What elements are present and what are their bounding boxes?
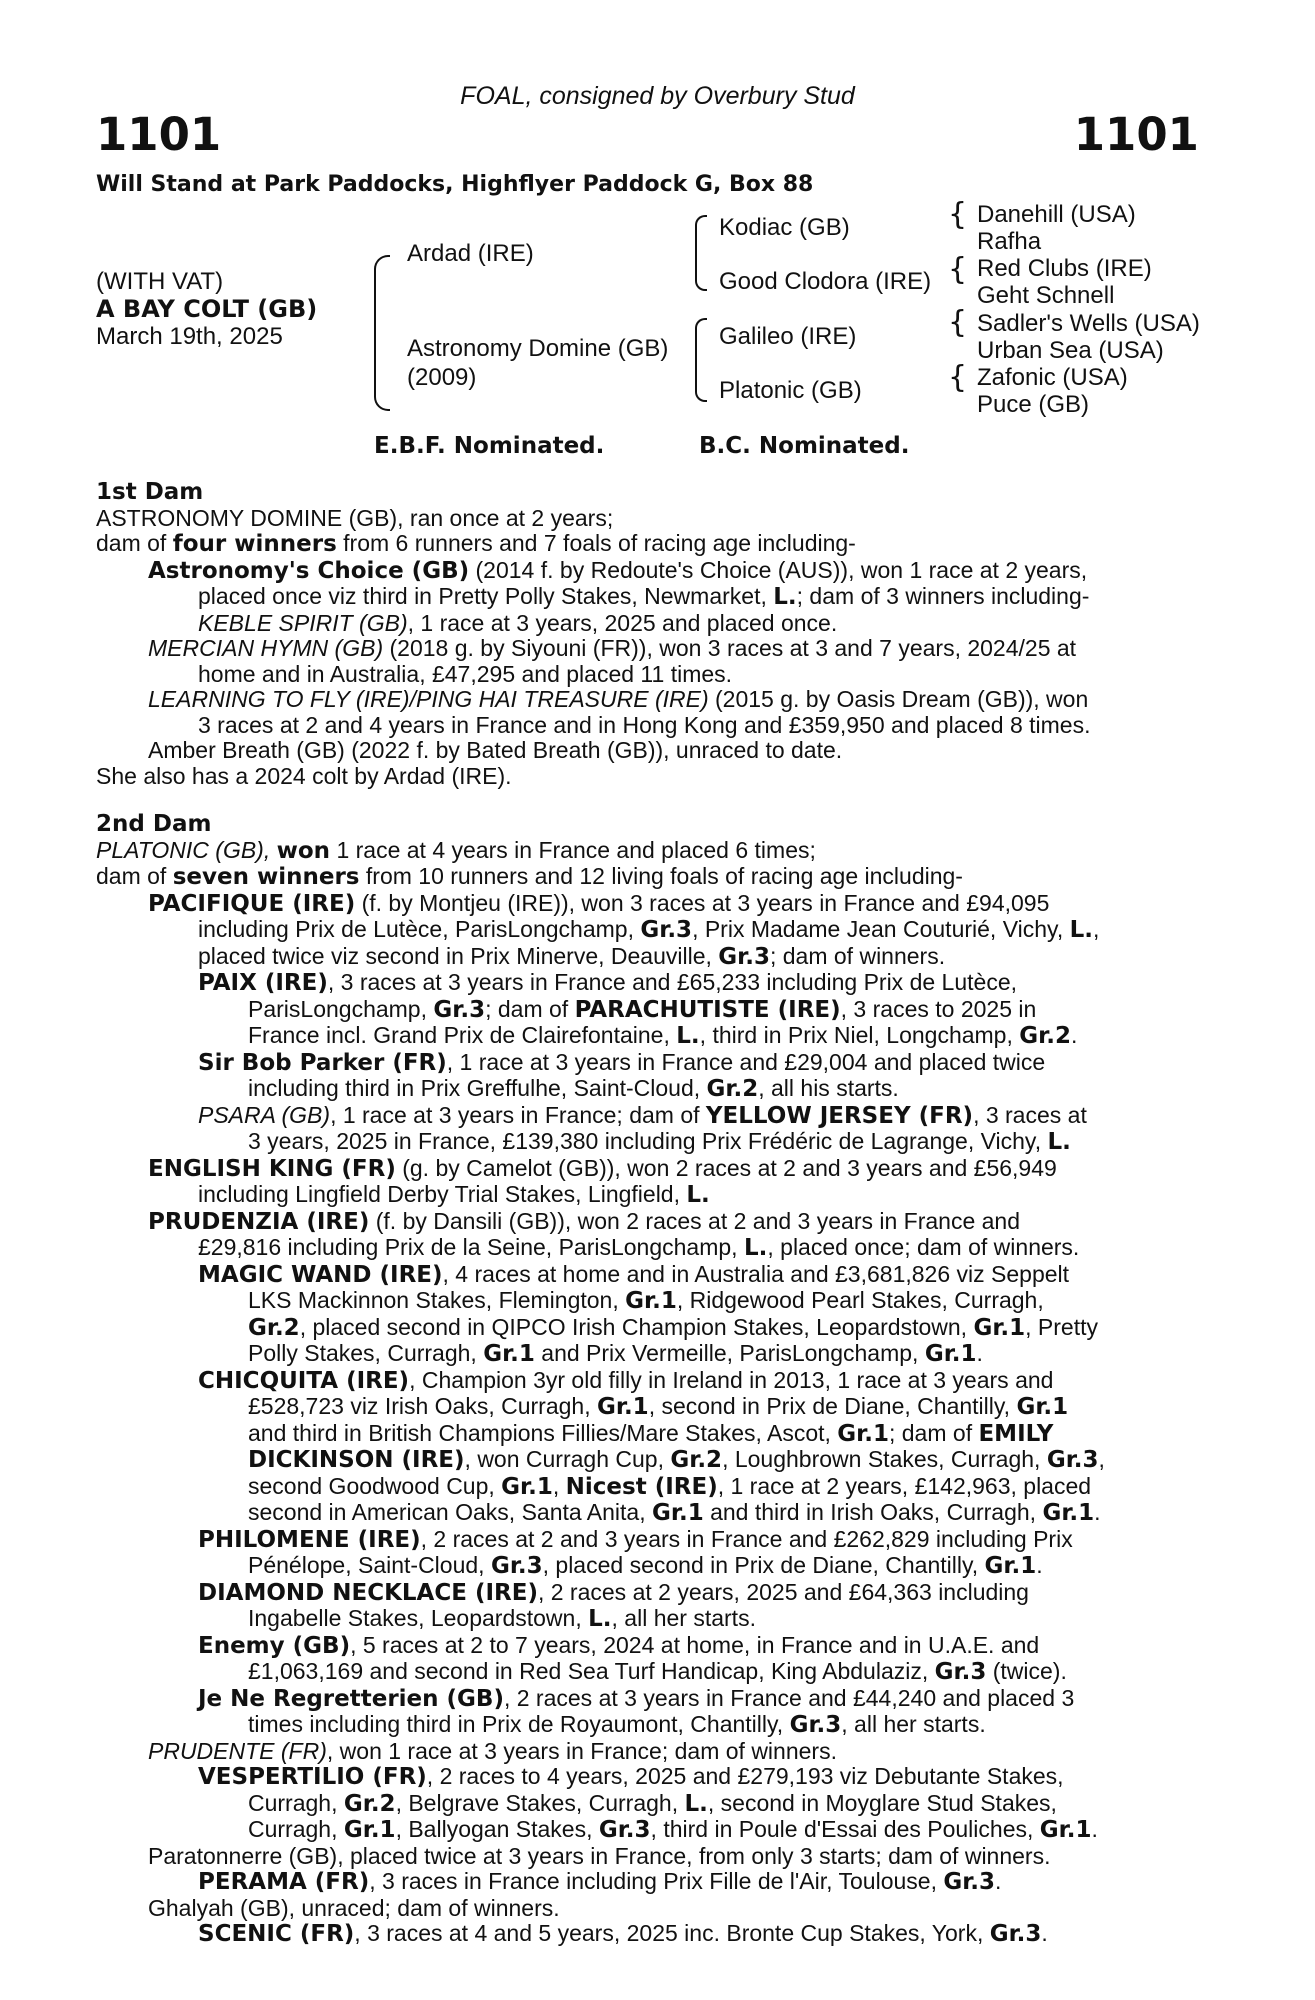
first-dam-line: Amber Breath (GB) (2022 f. by Bated Breath (GB)), unraced to date. <box>148 737 843 763</box>
second-dam-line: Paratonnerre (GB), placed twice at 3 years in France, from only 3 starts; dam of winners. <box>148 1842 1051 1869</box>
first-dam-line: ASTRONOMY DOMINE (GB), ran once at 2 years; <box>96 504 614 531</box>
second-dam-line: Pénélope, Saint-Cloud, Gr.3, placed second in Prix de Diane, Chantilly, Gr.1. <box>248 1552 1043 1579</box>
vat-label: (WITH VAT) <box>96 268 224 295</box>
second-dam-line: £29,816 including Prix de la Seine, ParisLongchamp, L., placed once; dam of winners. <box>198 1234 1080 1261</box>
second-dam-line: ParisLongchamp, Gr.3; dam of PARACHUTISTE (IRE), 3 races to 2025 in <box>248 995 1037 1023</box>
second-dam-line: PERAMA (FR), 3 races in France including Prix Fille de l'Air, Toulouse, Gr.3. <box>198 1868 1002 1895</box>
second-dam-line: Enemy (GB), 5 races at 2 to 7 years, 2024 at home, in France and in U.A.E. and <box>198 1631 1040 1659</box>
second-dam-line: times including third in Prix de Royaumont, Chantilly, Gr.3, all her starts. <box>248 1711 986 1738</box>
second-dam-line: including Prix de Lutèce, ParisLongchamp, Gr.3, Prix Madame Jean Couturié, Vichy, L., <box>198 916 1100 943</box>
second-dam-line: DIAMOND NECKLACE (IRE), 2 races at 2 years, 2025 and £64,363 including <box>198 1578 1029 1606</box>
second-dam-line: including Lingfield Derby Trial Stakes, Lingfield, L. <box>198 1181 710 1208</box>
ancestor-g1: Danehill (USA) <box>977 201 1136 228</box>
first-dam-line: MERCIAN HYMN (GB) (2018 g. by Siyouni (FR)), won 3 races at 3 and 7 years, 2024/25 at <box>148 635 1077 661</box>
pedigree-brace-main <box>374 255 390 411</box>
second-dam-line: £1,063,169 and second in Red Sea Turf Handicap, King Abdulaziz, Gr.3 (twice). <box>248 1658 1067 1685</box>
second-dam-line: dam of seven winners from 10 runners and 12 living foals of racing age including- <box>96 863 963 890</box>
second-dam-line: second in American Oaks, Santa Anita, Gr.1 and third in Irish Oaks, Curragh, Gr.1. <box>248 1499 1101 1526</box>
sire-dam: Good Clodora (IRE) <box>719 268 932 295</box>
second-dam-line: 3 years, 2025 in France, £139,380 including Prix Frédéric de Lagrange, Vichy, L. <box>248 1128 1071 1155</box>
second-dam-line: VESPERTILIO (FR), 2 races to 4 years, 2025 and £279,193 viz Debutante Stakes, <box>198 1763 1064 1790</box>
second-dam-line: Je Ne Regretterien (GB), 2 races at 3 years in France and £44,240 and placed 3 <box>198 1684 1075 1712</box>
consignor-line: FOAL, consigned by Overbury Stud <box>460 82 855 110</box>
first-dam-line: dam of four winners from 6 runners and 7 foals of racing age including- <box>96 530 856 557</box>
second-dam-line: DICKINSON (IRE), won Curragh Cup, Gr.2, Loughbrown Stakes, Curragh, Gr.3, <box>248 1446 1105 1473</box>
second-dam-line: second Goodwood Cup, Gr.1, Nicest (IRE), 1 race at 2 years, £142,963, placed <box>248 1472 1092 1500</box>
lot-number-left: 1101 <box>96 108 222 161</box>
second-dam-line: Curragh, Gr.2, Belgrave Stakes, Curragh, L., second in Moyglare Stud Stakes, <box>248 1789 1057 1817</box>
second-dam-line: PLATONIC (GB), won 1 race at 4 years in France and placed 6 times; <box>96 836 816 864</box>
dam-year: (2009) <box>407 364 477 391</box>
first-dam-line: placed once viz third in Pretty Polly Stakes, Newmarket, L.; dam of 3 winners including- <box>198 583 1090 610</box>
second-dam-line: ENGLISH KING (FR) (g. by Camelot (GB)), won 2 races at 2 and 3 years and £56,949 <box>148 1154 1057 1182</box>
second-dam-line: PAIX (IRE), 3 races at 3 years in France and £65,233 including Prix de Lutèce, <box>198 969 1017 996</box>
dam-sire: Galileo (IRE) <box>719 323 857 350</box>
second-dam-line: MAGIC WAND (IRE), 4 races at home and in Australia and £3,681,826 viz Seppelt <box>198 1260 1070 1288</box>
ancestor-g4: Geht Schnell <box>977 282 1115 309</box>
sire-sire: Kodiac (GB) <box>719 214 850 241</box>
pedigree-brace-sire <box>695 215 707 291</box>
first-dam-line: She also has a 2024 colt by Ardad (IRE). <box>96 762 512 789</box>
ancestor-g3: Red Clubs (IRE) <box>977 255 1152 282</box>
first-dam-line: LEARNING TO FLY (IRE)/PING HAI TREASURE (IRE) (2015 g. by Oasis Dream (GB)), won <box>148 686 1089 712</box>
ancestor-g2: Rafha <box>977 228 1042 255</box>
second-dam-line: and third in British Champions Fillies/Mare Stakes, Ascot, Gr.1; dam of EMILY <box>248 1419 1054 1447</box>
ebf-nominated: E.B.F. Nominated. <box>374 433 605 459</box>
second-dam-line: PACIFIQUE (IRE) (f. by Montjeu (IRE)), won 3 races at 3 years in France and £94,095 <box>148 889 1050 917</box>
dam-dam: Platonic (GB) <box>719 377 862 404</box>
ancestor-g5: Sadler's Wells (USA) <box>977 310 1200 337</box>
brace-g1: { <box>948 197 968 232</box>
sire: Ardad (IRE) <box>407 240 534 267</box>
brace-g4: { <box>948 360 968 395</box>
lot-number-right: 1101 <box>1073 108 1199 161</box>
second-dam-line: CHICQUITA (IRE), Champion 3yr old filly in Ireland in 2013, 1 race at 3 years and <box>198 1366 1054 1394</box>
second-dam-line: placed twice viz second in Prix Minerve, Deauville, Gr.3; dam of winners. <box>198 942 946 970</box>
second-dam-line: LKS Mackinnon Stakes, Flemington, Gr.1, Ridgewood Pearl Stakes, Curragh, <box>248 1287 1044 1314</box>
first-dam-line: KEBLE SPIRIT (GB), 1 race at 3 years, 2025 and placed once. <box>198 609 838 636</box>
stand-location: Will Stand at Park Paddocks, Highflyer Paddock G, Box 88 <box>96 172 814 197</box>
horse-name: A BAY COLT (GB) <box>96 295 318 323</box>
second-dam-line: Curragh, Gr.1, Ballyogan Stakes, Gr.3, third in Poule d'Essai des Pouliches, Gr.1. <box>248 1816 1098 1843</box>
first-dam-heading: 1st Dam <box>96 479 204 505</box>
foaling-date: March 19th, 2025 <box>96 323 283 350</box>
second-dam-line: France incl. Grand Prix de Clairefontaine, L., third in Prix Niel, Longchamp, Gr.2. <box>248 1022 1078 1049</box>
ancestor-g7: Zafonic (USA) <box>977 364 1128 391</box>
bc-nominated: B.C. Nominated. <box>699 433 910 459</box>
second-dam-line: £528,723 viz Irish Oaks, Curragh, Gr.1, second in Prix de Diane, Chantilly, Gr.1 <box>248 1393 1069 1420</box>
second-dam-line: PHILOMENE (IRE), 2 races at 2 and 3 years in France and £262,829 including Prix <box>198 1525 1073 1553</box>
second-dam-line: Gr.2, placed second in QIPCO Irish Champion Stakes, Leopardstown, Gr.1, Pretty <box>248 1313 1098 1341</box>
brace-g2: { <box>948 252 968 287</box>
second-dam-line: SCENIC (FR), 3 races at 4 and 5 years, 2025 inc. Bronte Cup Stakes, York, Gr.3. <box>198 1920 1048 1947</box>
second-dam-line: PRUDENTE (FR), won 1 race at 3 years in France; dam of winners. <box>148 1737 837 1764</box>
first-dam-line: 3 races at 2 and 4 years in France and in Hong Kong and £359,950 and placed 8 times. <box>198 711 1091 738</box>
brace-g3: { <box>948 305 968 340</box>
dam: Astronomy Domine (GB) <box>407 335 669 362</box>
first-dam-section <box>96 480 1206 789</box>
second-dam-section <box>96 812 1206 1948</box>
second-dam-line: Ingabelle Stakes, Leopardstown, L., all her starts. <box>248 1605 756 1632</box>
first-dam-line: Astronomy's Choice (GB) (2014 f. by Redoute's Choice (AUS)), won 1 race at 2 years, <box>148 556 1088 584</box>
second-dam-line: including third in Prix Greffulhe, Saint-Cloud, Gr.2, all his starts. <box>248 1075 899 1102</box>
second-dam-line: PRUDENZIA (IRE) (f. by Dansili (GB)), won 2 races at 2 and 3 years in France and <box>148 1207 1021 1235</box>
second-dam-line: PSARA (GB), 1 race at 3 years in France; dam of YELLOW JERSEY (FR), 3 races at <box>198 1101 1087 1129</box>
second-dam-heading: 2nd Dam <box>96 811 212 837</box>
pedigree-brace-dam <box>695 318 707 402</box>
second-dam-line: Polly Stakes, Curragh, Gr.1 and Prix Vermeille, ParisLongchamp, Gr.1. <box>248 1340 983 1367</box>
first-dam-line: home and in Australia, £47,295 and placed 11 times. <box>198 660 733 687</box>
ancestor-g6: Urban Sea (USA) <box>977 337 1164 364</box>
second-dam-line: Ghalyah (GB), unraced; dam of winners. <box>148 1894 560 1921</box>
second-dam-line: Sir Bob Parker (FR), 1 race at 3 years in France and £29,004 and placed twice <box>198 1048 1046 1076</box>
ancestor-g8: Puce (GB) <box>977 391 1090 418</box>
